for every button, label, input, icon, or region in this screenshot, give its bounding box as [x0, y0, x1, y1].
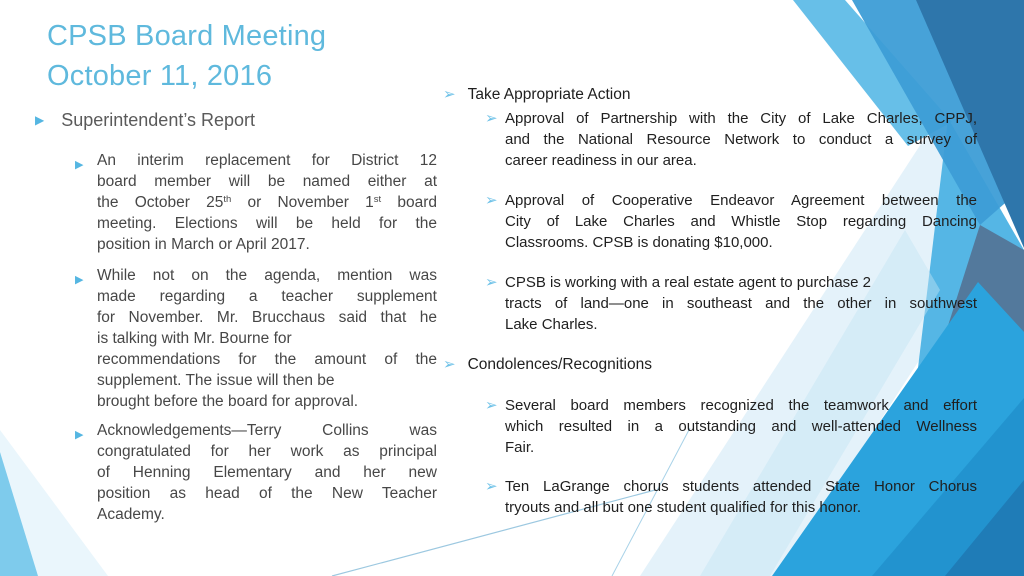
text-line: While not on the agenda, mention was	[97, 267, 437, 284]
paragraph	[505, 272, 977, 335]
text-line: brought before the board for approval.	[97, 393, 359, 410]
bullet-triangle-icon: ▶	[75, 159, 84, 171]
paragraph	[505, 190, 977, 253]
section-header-label: Condolences/Recognitions	[467, 356, 652, 373]
list-item	[75, 420, 437, 525]
text-line: Acknowledgements—Terry Collins was	[97, 422, 437, 439]
bullet-triangle-icon: ▶	[75, 274, 84, 286]
text-line: position as head of the New Teacher	[97, 485, 437, 502]
text-line: An interim replacement for District 12	[97, 152, 437, 169]
list-item	[485, 108, 977, 171]
bullet-arrow-icon: ➢	[443, 356, 456, 373]
list-item	[485, 395, 977, 458]
text-segment: the October 25	[97, 194, 224, 211]
slide-title	[47, 16, 326, 96]
text-segment: or November 1	[231, 194, 374, 211]
text-line: tracts of land—one in southeast and the other in southwest	[505, 295, 977, 312]
text-line: which resulted in a outstanding and well-attended Wellness	[505, 418, 977, 435]
slide-title-line2: October 11, 2016	[47, 60, 273, 92]
action-items-section	[443, 84, 983, 518]
text-line: for November. Mr. Brucchaus said that he	[97, 309, 437, 326]
paragraph	[97, 420, 437, 525]
section-header-label: Take Appropriate Action	[467, 86, 631, 103]
text-line: board member will be named either at	[97, 173, 437, 190]
paragraph	[505, 476, 977, 518]
ordinal-superscript: th	[223, 194, 232, 205]
text-line: Approval of Cooperative Endeavor Agreement between the	[505, 192, 977, 209]
text-line: supplement. The issue will then be	[97, 372, 335, 389]
list-item	[75, 265, 437, 412]
text-line: CPSB is working with a real estate agent to purchase 2	[505, 274, 872, 291]
text-line: career readiness in our area.	[505, 152, 697, 169]
list-item	[485, 190, 977, 253]
bullet-arrow-icon: ➢	[485, 274, 498, 291]
text-segment: board	[381, 194, 437, 211]
bullet-arrow-icon: ➢	[485, 192, 498, 209]
text-line: recommendations for the amount of the	[97, 351, 437, 368]
bullet-triangle-icon: ▶	[75, 429, 84, 441]
text-line: Several board members recognized the teamwork and effort	[505, 397, 977, 414]
text-line: Academy.	[97, 506, 165, 523]
text-line: Approval of Partnership with the City of Lake Charles, CPPJ,	[505, 110, 977, 127]
section-header-row	[443, 354, 983, 375]
paragraph	[505, 108, 977, 171]
text-line: Fair.	[505, 439, 535, 456]
text-line: position in March or April 2017.	[97, 236, 310, 253]
text-line: City of Lake Charles and Whistle Stop regarding Dancing	[505, 213, 977, 230]
bullet-arrow-icon: ➢	[485, 397, 498, 414]
bullet-arrow-icon: ➢	[443, 86, 456, 103]
bullet-triangle-icon: ▶	[35, 113, 45, 127]
text-line: made regarding a teacher supplement	[97, 288, 437, 305]
slide-title-line1: CPSB Board Meeting	[47, 20, 327, 52]
section-header-row	[35, 108, 445, 132]
list-item	[485, 476, 977, 518]
text-line	[97, 192, 437, 213]
paragraph	[97, 150, 437, 255]
paragraph	[97, 265, 437, 412]
paragraph	[505, 395, 977, 458]
text-line: Ten LaGrange chorus students attended State Honor Chorus	[505, 478, 977, 495]
text-line: is talking with Mr. Bourne for	[97, 330, 292, 347]
list-item	[75, 150, 437, 255]
section-header-row	[443, 84, 983, 105]
text-line: congratulated for her work as principal	[97, 443, 437, 460]
list-item	[485, 272, 977, 335]
text-line: tryouts and all but one student qualified for this honor.	[505, 499, 862, 516]
ordinal-superscript: st	[373, 194, 382, 205]
text-line: Lake Charles.	[505, 316, 598, 333]
bullet-arrow-icon: ➢	[485, 478, 498, 495]
superintendent-report-section	[35, 108, 445, 525]
bullet-arrow-icon: ➢	[485, 110, 498, 127]
section-header-label: Superintendent’s Report	[61, 110, 256, 130]
text-line: of Henning Elementary and her new	[97, 464, 437, 481]
text-line: and the National Resource Network to conduct a survey of	[505, 131, 977, 148]
text-line: meeting. Elections will be held for the	[97, 215, 437, 232]
text-line: Classrooms. CPSB is donating $10,000.	[505, 234, 773, 251]
